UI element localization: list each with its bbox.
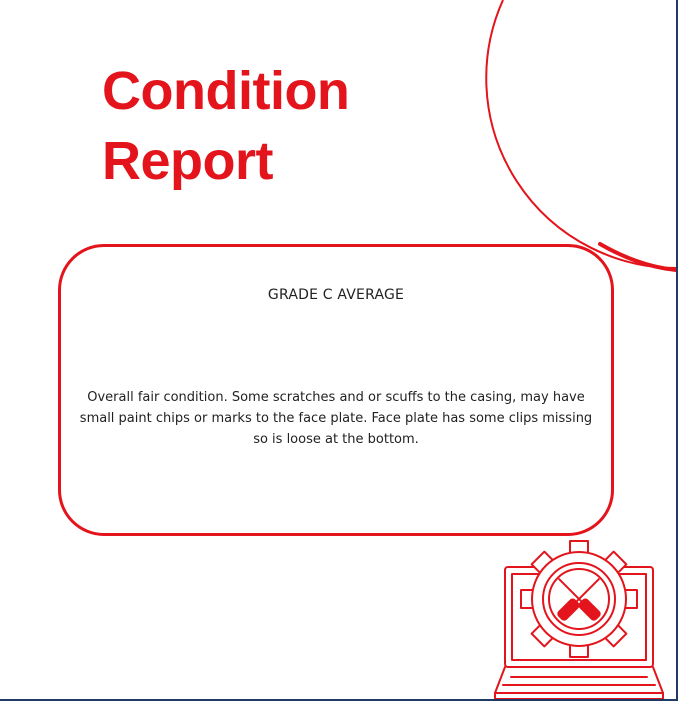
condition-details-box [58, 244, 614, 536]
grade-label: GRADE C AVERAGE [267, 287, 405, 303]
title-line-1: Condition [102, 61, 350, 121]
laptop-gear-tools-icon [493, 537, 668, 701]
condition-description: Overall fair condition. Some scratches and or scuffs to the casing, may have small paint chips or marks to the face plate. Face plate has some clips missing so is loose at the bottom. [79, 390, 593, 447]
title-line-2: Report [102, 131, 273, 191]
page-title [102, 56, 349, 196]
